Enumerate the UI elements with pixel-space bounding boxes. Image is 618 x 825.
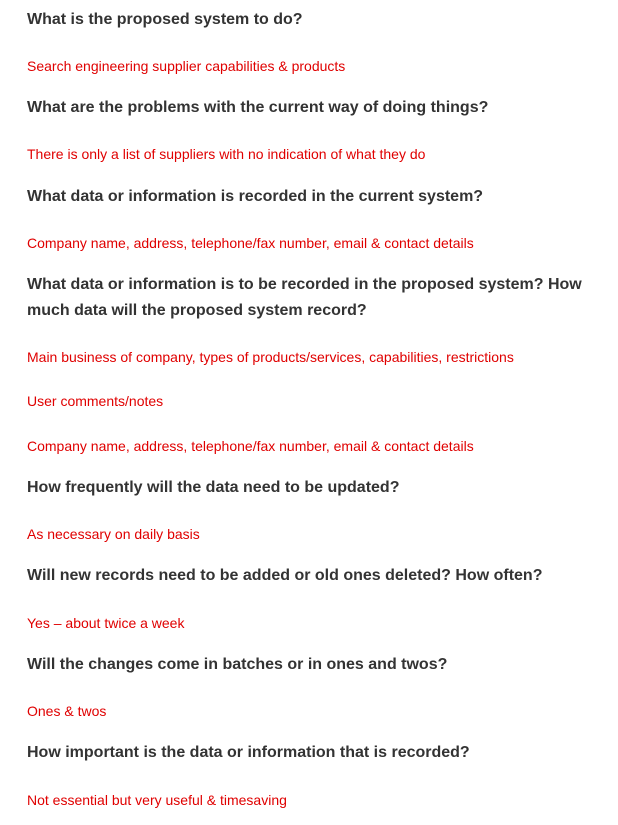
answer-4a: Main business of company, types of products/services, capabilities, restrictions: [27, 349, 514, 365]
question-7: Will the changes come in batches or in ones and twos?: [27, 656, 448, 673]
question-8: How important is the data or information that is recorded?: [27, 744, 470, 761]
question-2: What are the problems with the current way of doing things?: [27, 99, 489, 116]
question-6: Will new records need to be added or old ones deleted? How often?: [27, 567, 543, 584]
answer-2: There is only a list of suppliers with no indication of what they do: [27, 146, 426, 162]
answer-4c: Company name, address, telephone/fax number, email & contact details: [27, 438, 474, 454]
question-4: What data or information is to be recorded in the proposed system? How much data will the proposed system record?: [27, 276, 582, 319]
answer-5: As necessary on daily basis: [27, 526, 200, 542]
question-1: What is the proposed system to do?: [27, 11, 303, 28]
question-5: How frequently will the data need to be updated?: [27, 479, 400, 496]
answer-8: Not essential but very useful & timesaving: [27, 792, 287, 808]
answer-6: Yes – about twice a week: [27, 615, 185, 631]
answer-4b: User comments/notes: [27, 393, 164, 409]
answer-7: Ones & twos: [27, 703, 107, 719]
answer-3: Company name, address, telephone/fax number, email & contact details: [27, 235, 474, 251]
question-3: What data or information is recorded in the current system?: [27, 188, 484, 205]
answer-1: Search engineering supplier capabilities & products: [27, 58, 346, 74]
